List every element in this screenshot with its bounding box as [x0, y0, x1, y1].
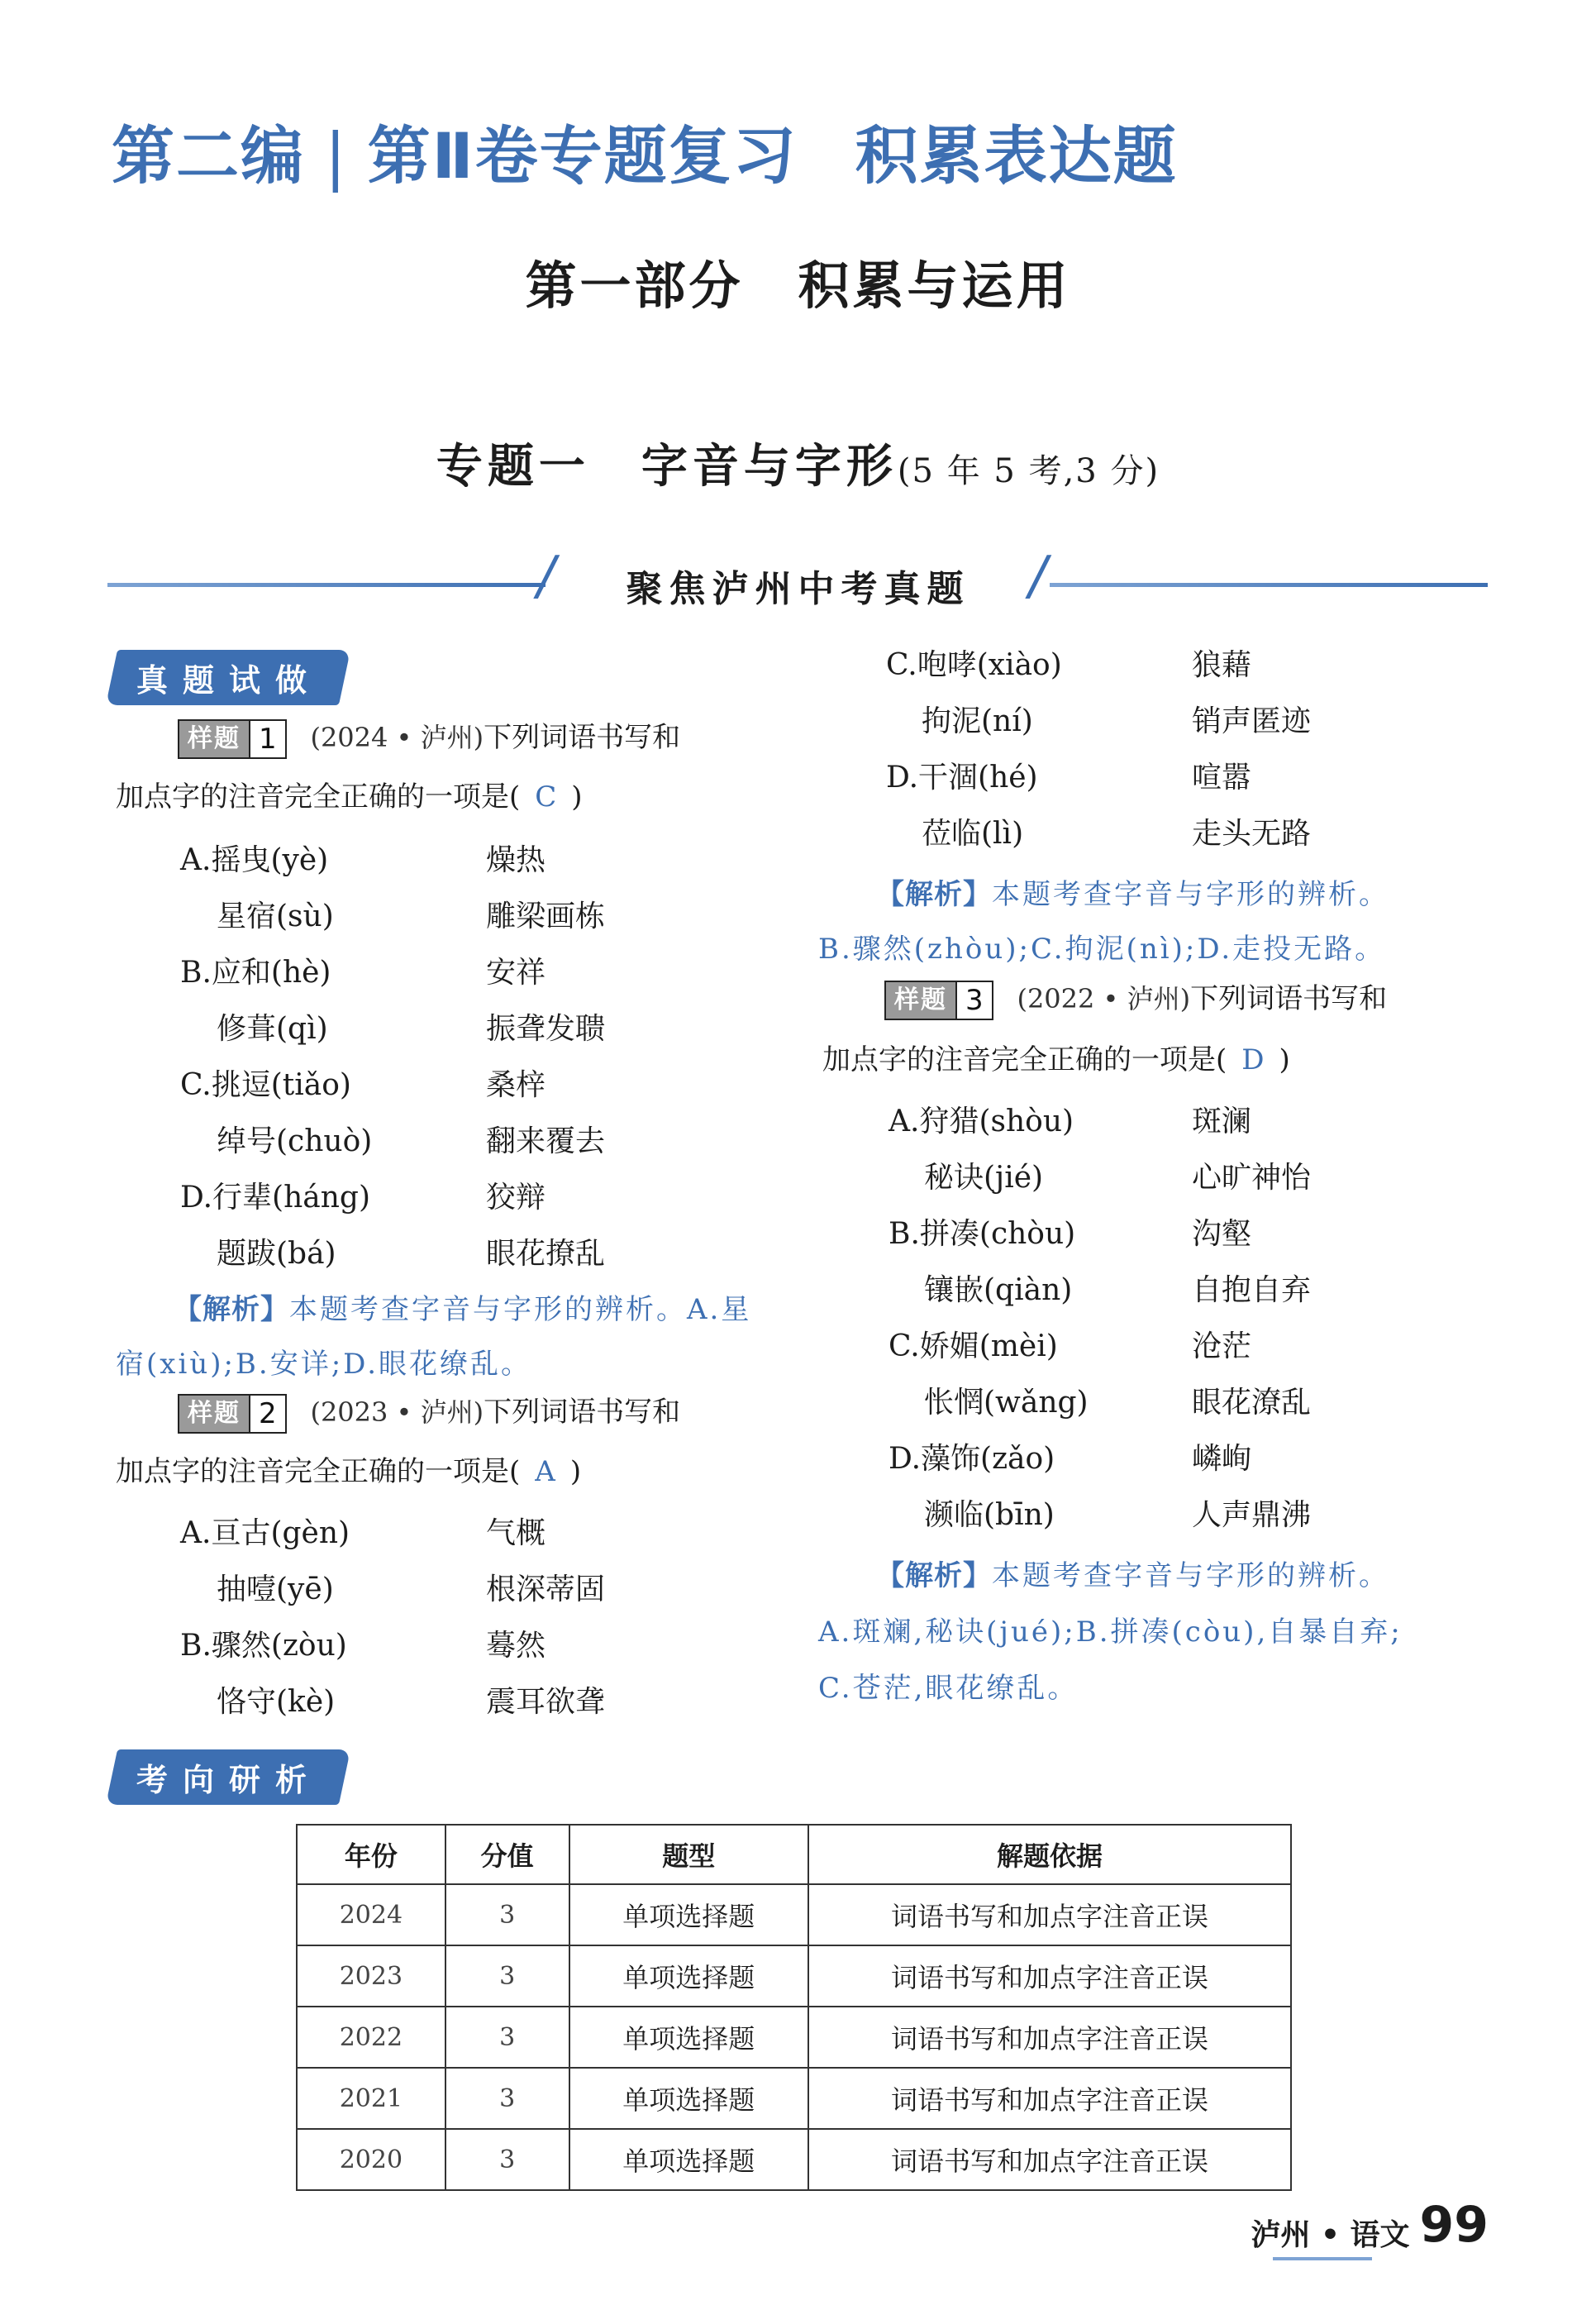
option-word: 斑澜: [1192, 1105, 1252, 1138]
question-badge: 样题 1: [178, 719, 287, 759]
option-text: D.干涸(hé): [886, 761, 1038, 795]
analysis-2-line2: B.骤然(zhòu);C.拘泥(nì);D.走投无路。: [818, 933, 1386, 966]
option-text: 莅临(lì): [922, 817, 1024, 851]
option-word: 震耳欲聋: [486, 1685, 606, 1719]
banner-slash-right: /: [1029, 546, 1047, 607]
table-row: [297, 1945, 1291, 2007]
banner-line-right: [1050, 583, 1488, 587]
question-1-stem-line2: 加点字的注音完全正确的一项是( C ): [116, 780, 583, 814]
question-1-stem: 样题 1 (2024 • 泸州)下列词语书写和: [178, 719, 680, 759]
option-word: 眼花潦乱: [1192, 1386, 1312, 1420]
option-text: 修葺(qì): [217, 1012, 328, 1046]
answer-mark: D: [1241, 1043, 1265, 1076]
analysis-3: 【解析】本题考查字音与字形的辨析。: [876, 1559, 1389, 1592]
table-row: [297, 1884, 1291, 1945]
table-row: [297, 2007, 1291, 2068]
chapter-header: [112, 106, 1178, 196]
cell-type: 单项选择题: [569, 2129, 809, 2190]
option-word: 狼藉: [1192, 648, 1252, 682]
question-3-stem-line2: 加点字的注音完全正确的一项是( D ): [822, 1043, 1290, 1076]
option-word: 桑梓: [486, 1068, 546, 1102]
option-text: 绰号(chuò): [217, 1124, 373, 1158]
analysis-2: 【解析】本题考查字音与字形的辨析。: [876, 878, 1389, 911]
analysis-1: 【解析】本题考查字音与字形的辨析。A.星: [174, 1293, 752, 1326]
option-text: B.应和(hè): [180, 956, 331, 990]
header-basis: 解题依据: [808, 1825, 1291, 1884]
cell-basis: 词语书写和加点字注音正误: [808, 2129, 1291, 2190]
option-word: 走头无路: [1192, 817, 1312, 851]
table-row: [297, 2068, 1291, 2129]
exam-trend-table: [296, 1824, 1292, 2191]
option-word: 人声鼎沸: [1192, 1498, 1312, 1532]
topic-meta: (5 年 5 考,3 分): [897, 452, 1160, 490]
analysis-3-line2: A.斑斓,秘诀(jué);B.拼凑(còu),自暴自弃;: [818, 1616, 1403, 1649]
topic-title: 专题一 字音与字形: [436, 440, 898, 494]
cell-basis: 词语书写和加点字注音正误: [808, 1884, 1291, 1945]
footer-label: 泸州 • 语文: [1251, 2218, 1410, 2252]
section-title: 第一部分 积累与运用: [525, 255, 1071, 316]
option-text: B.拼凑(chòu): [889, 1217, 1076, 1251]
cell-year: 2020: [297, 2129, 445, 2190]
header-type: 题型: [569, 1825, 809, 1884]
option-text: 濒临(bīn): [924, 1498, 1055, 1532]
cell-type: 单项选择题: [569, 1945, 809, 2007]
header-score: 分值: [445, 1825, 569, 1884]
cell-year: 2022: [297, 2007, 445, 2068]
focus-banner: 聚焦泸州中考真题: [626, 568, 970, 610]
analysis-1-line2: 宿(xiù);B.安详;D.眼花缭乱。: [116, 1348, 532, 1381]
option-text: 恪守(kè): [217, 1685, 336, 1719]
option-text: 秘诀(jié): [924, 1161, 1044, 1195]
cell-type: 单项选择题: [569, 2007, 809, 2068]
question-2-stem-line2: 加点字的注音完全正确的一项是( A ): [116, 1455, 582, 1488]
chapter-part: 第二编: [112, 119, 305, 193]
answer-mark: A: [535, 1455, 555, 1488]
option-word: 气概: [486, 1516, 546, 1550]
option-word: 喧嚣: [1192, 761, 1252, 795]
cell-basis: 词语书写和加点字注音正误: [808, 2068, 1291, 2129]
option-word: 自抱自弃: [1192, 1273, 1312, 1307]
question-3-stem: 样题 3 (2022 • 泸州)下列词语书写和: [884, 981, 1387, 1020]
footer-underline: [1273, 2257, 1372, 2260]
option-text: A.亘古(gèn): [180, 1516, 350, 1550]
option-word: 雕梁画栋: [486, 900, 606, 933]
question-2-stem: 样题 2 (2023 • 泸州)下列词语书写和: [178, 1394, 680, 1434]
practice-tag: 真题试做: [106, 650, 350, 705]
cell-score: 3: [445, 2129, 569, 2190]
analysis-3-line3: C.苍茫,眼花缭乱。: [818, 1672, 1079, 1705]
option-word: 销声匿迹: [1192, 704, 1312, 738]
header-year: 年份: [297, 1825, 445, 1884]
banner-slash-left: /: [537, 546, 555, 607]
option-text: B.骤然(zòu): [180, 1629, 347, 1663]
option-word: 眼花撩乱: [486, 1237, 606, 1271]
option-word: 沟壑: [1192, 1217, 1252, 1251]
option-text: 怅惘(wǎng): [924, 1386, 1089, 1420]
option-text: A.狩猎(shòu): [889, 1105, 1074, 1138]
option-text: 拘泥(ní): [922, 704, 1033, 738]
option-text: A.摇曳(yè): [180, 843, 329, 877]
chapter-subtitle: 积累表达题: [855, 119, 1178, 193]
question-badge: 样题 2: [178, 1394, 287, 1434]
option-word: 翻来覆去: [486, 1124, 606, 1158]
cell-type: 单项选择题: [569, 2068, 809, 2129]
option-word: 安祥: [486, 956, 546, 990]
question-badge: 样题 3: [884, 981, 993, 1020]
cell-basis: 词语书写和加点字注音正误: [808, 2007, 1291, 2068]
analysis-tag: 考向研析: [106, 1749, 350, 1805]
cell-year: 2021: [297, 2068, 445, 2129]
option-word: 嶙峋: [1192, 1442, 1252, 1476]
option-text: C.咆哮(xiào): [886, 648, 1062, 682]
cell-score: 3: [445, 1884, 569, 1945]
cell-score: 3: [445, 2068, 569, 2129]
option-word: 根深蒂固: [486, 1573, 606, 1606]
option-text: 抽噎(yē): [217, 1573, 334, 1606]
chapter-title: 第Ⅱ卷专题复习: [367, 119, 798, 193]
page-footer: [1251, 2196, 1489, 2254]
option-text: C.娇媚(mèi): [889, 1329, 1058, 1363]
cell-type: 单项选择题: [569, 1884, 809, 1945]
option-text: 镶嵌(qiàn): [924, 1273, 1073, 1307]
option-word: 燥热: [486, 843, 546, 877]
option-text: D.行辈(háng): [180, 1181, 370, 1215]
option-word: 狡辩: [486, 1181, 546, 1215]
option-word: 沧茫: [1192, 1329, 1252, 1363]
option-text: D.藻饰(zǎo): [889, 1442, 1055, 1476]
table-row: [297, 2129, 1291, 2190]
table-header-row: [297, 1825, 1291, 1884]
cell-year: 2023: [297, 1945, 445, 2007]
option-word: 蓦然: [486, 1629, 546, 1663]
option-word: 心旷神怡: [1192, 1161, 1312, 1195]
cell-score: 3: [445, 1945, 569, 2007]
option-text: 题跋(bá): [217, 1237, 336, 1271]
option-word: 振聋发聩: [486, 1012, 606, 1046]
header-separator: |: [325, 119, 348, 193]
option-text: C.挑逗(tiǎo): [180, 1068, 351, 1102]
cell-basis: 词语书写和加点字注音正误: [808, 1945, 1291, 2007]
answer-mark: C: [535, 780, 557, 814]
topic-heading: [0, 430, 1596, 496]
option-text: 星宿(sù): [217, 900, 334, 933]
page-number: 99: [1419, 2196, 1489, 2254]
cell-score: 3: [445, 2007, 569, 2068]
cell-year: 2024: [297, 1884, 445, 1945]
